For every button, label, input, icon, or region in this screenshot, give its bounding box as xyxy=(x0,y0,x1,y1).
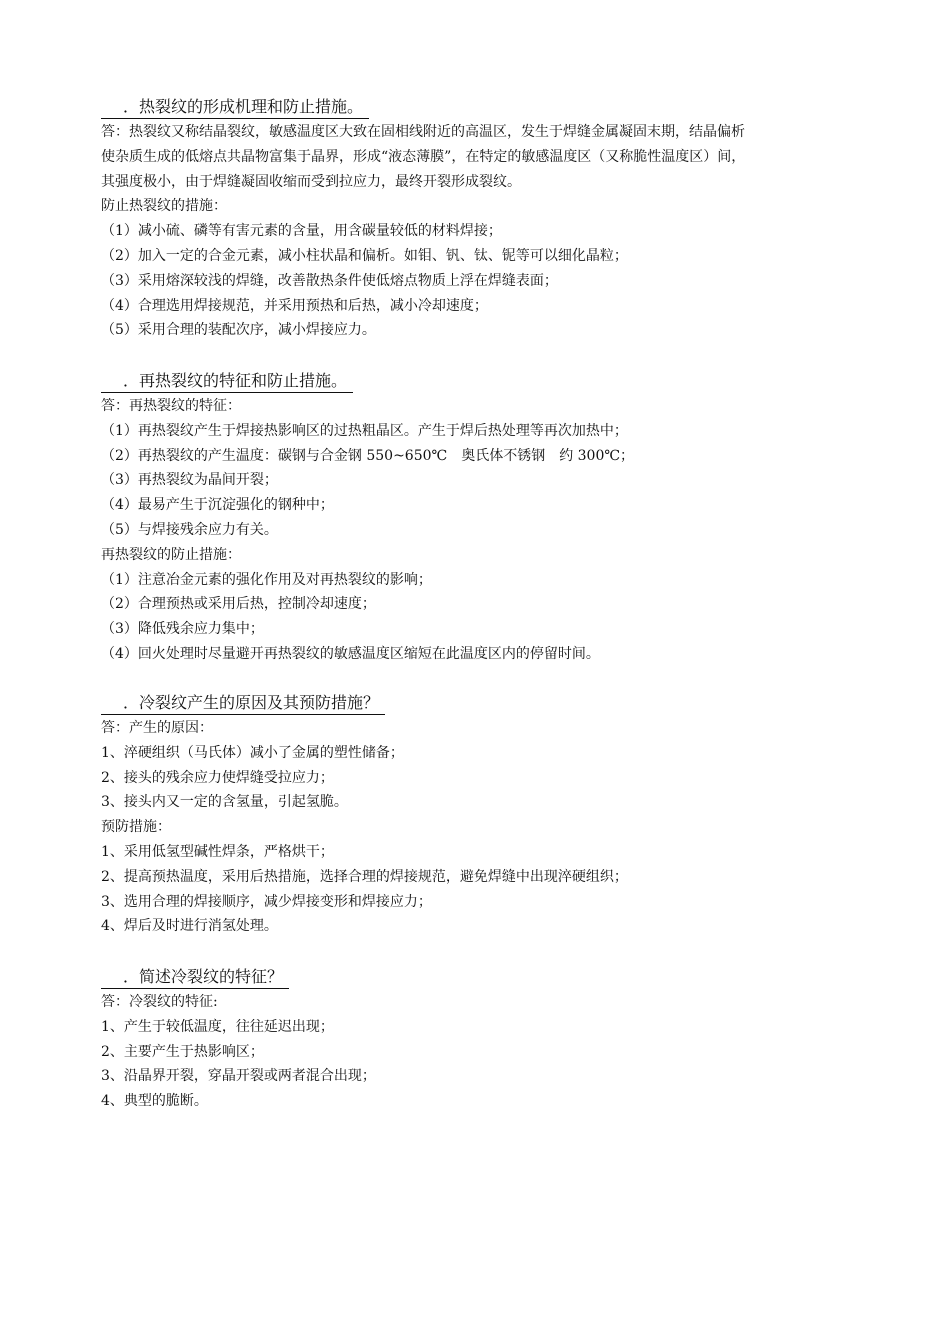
list-item: （2）加入一定的合金元素，减小柱状晶和偏析。如钼、钒、钛、铌等可以细化晶粒； xyxy=(101,247,628,264)
answer-line: 使杂质生成的低熔点共晶物富集于晶界，形成“液态薄膜”，在特定的敏感温度区（又称脆性温度区）间， xyxy=(101,148,746,165)
subheading-line: 防止热裂纹的措施： xyxy=(101,198,227,215)
list-item: 4、焊后及时进行消氢处理。 xyxy=(101,918,278,935)
subheading-line: 再热裂纹的防止措施： xyxy=(101,546,241,563)
list-item: （1）减小硫、磷等有害元素的含量，用含碳量较低的材料焊接； xyxy=(101,223,502,240)
section-heading: ．冷裂纹产生的原因及其预防措施？ xyxy=(101,692,385,715)
section-heading: ．热裂纹的形成机理和防止措施。 xyxy=(101,96,369,119)
answer-line: 答：产生的原因： xyxy=(101,720,213,736)
list-item: （1）注意冶金元素的强化作用及对再热裂纹的影响； xyxy=(101,571,432,588)
list-item: 1、产生于较低温度，往往延迟出现； xyxy=(101,1018,334,1035)
list-item: 3、沿晶界开裂，穿晶开裂或两者混合出现； xyxy=(101,1068,376,1085)
answer-line: 答：热裂纹又称结晶裂纹，敏感温度区大致在固相线附近的高温区，发生于焊缝金属凝固末期，结晶偏析 xyxy=(101,124,745,140)
answer-line: 答：再热裂纹的特征： xyxy=(101,398,241,414)
list-item: （3）降低残余应力集中； xyxy=(101,621,264,638)
list-item: 2、主要产生于热影响区； xyxy=(101,1043,264,1060)
list-item: 3、选用合理的焊接顺序，减少焊接变形和焊接应力； xyxy=(101,893,432,910)
answer-line: 其强度极小，由于焊缝凝固收缩而受到拉应力，最终开裂形成裂纹。 xyxy=(101,173,521,190)
subheading-line: 预防措施： xyxy=(101,819,171,836)
list-item: （4）最易产生于沉淀强化的钢种中； xyxy=(101,497,334,514)
list-item: 1、采用低氢型碱性焊条，严格烘干； xyxy=(101,843,334,860)
list-item: （3）再热裂纹为晶间开裂； xyxy=(101,472,278,489)
section-cold-crack-causes xyxy=(101,692,881,939)
section-hot-crack xyxy=(101,96,881,343)
list-item: （1）再热裂纹产生于焊接热影响区的过热粗晶区。产生于焊后热处理等再次加热中； xyxy=(101,422,628,439)
list-item: （2）合理预热或采用后热，控制冷却速度； xyxy=(101,596,376,613)
list-item: （3）采用熔深较浅的焊缝，改善散热条件使低熔点物质上浮在焊缝表面； xyxy=(101,272,558,289)
section-heading: ．简述冷裂纹的特征？ xyxy=(101,966,289,989)
list-item: 1、淬硬组织（马氏体）减小了金属的塑性储备； xyxy=(101,744,404,761)
list-item: 2、提高预热温度，采用后热措施，选择合理的焊接规范，避免焊缝中出现淬硬组织； xyxy=(101,868,628,885)
list-item: （4）合理选用焊接规范，并采用预热和后热，减小冷却速度； xyxy=(101,297,488,314)
list-item: （2）再热裂纹的产生温度：碳钢与合金钢 550~650℃ 奥氏体不锈钢 约 300℃； xyxy=(101,447,635,464)
section-heading: ．再热裂纹的特征和防止措施。 xyxy=(101,370,353,393)
list-item: （5）采用合理的装配次序，减小焊接应力。 xyxy=(101,322,376,339)
list-item: （4）回火处理时尽量避开再热裂纹的敏感温度区缩短在此温度区内的停留时间。 xyxy=(101,645,600,662)
section-reheat-crack xyxy=(101,370,881,667)
list-item: 3、接头内又一定的含氢量，引起氢脆。 xyxy=(101,794,348,811)
list-item: 4、典型的脆断。 xyxy=(101,1093,208,1110)
list-item: （5）与焊接残余应力有关。 xyxy=(101,521,278,538)
answer-line: 答：冷裂纹的特征: xyxy=(101,994,218,1010)
section-cold-crack-features xyxy=(101,966,881,1114)
list-item: 2、接头的残余应力使焊缝受拉应力； xyxy=(101,769,334,786)
